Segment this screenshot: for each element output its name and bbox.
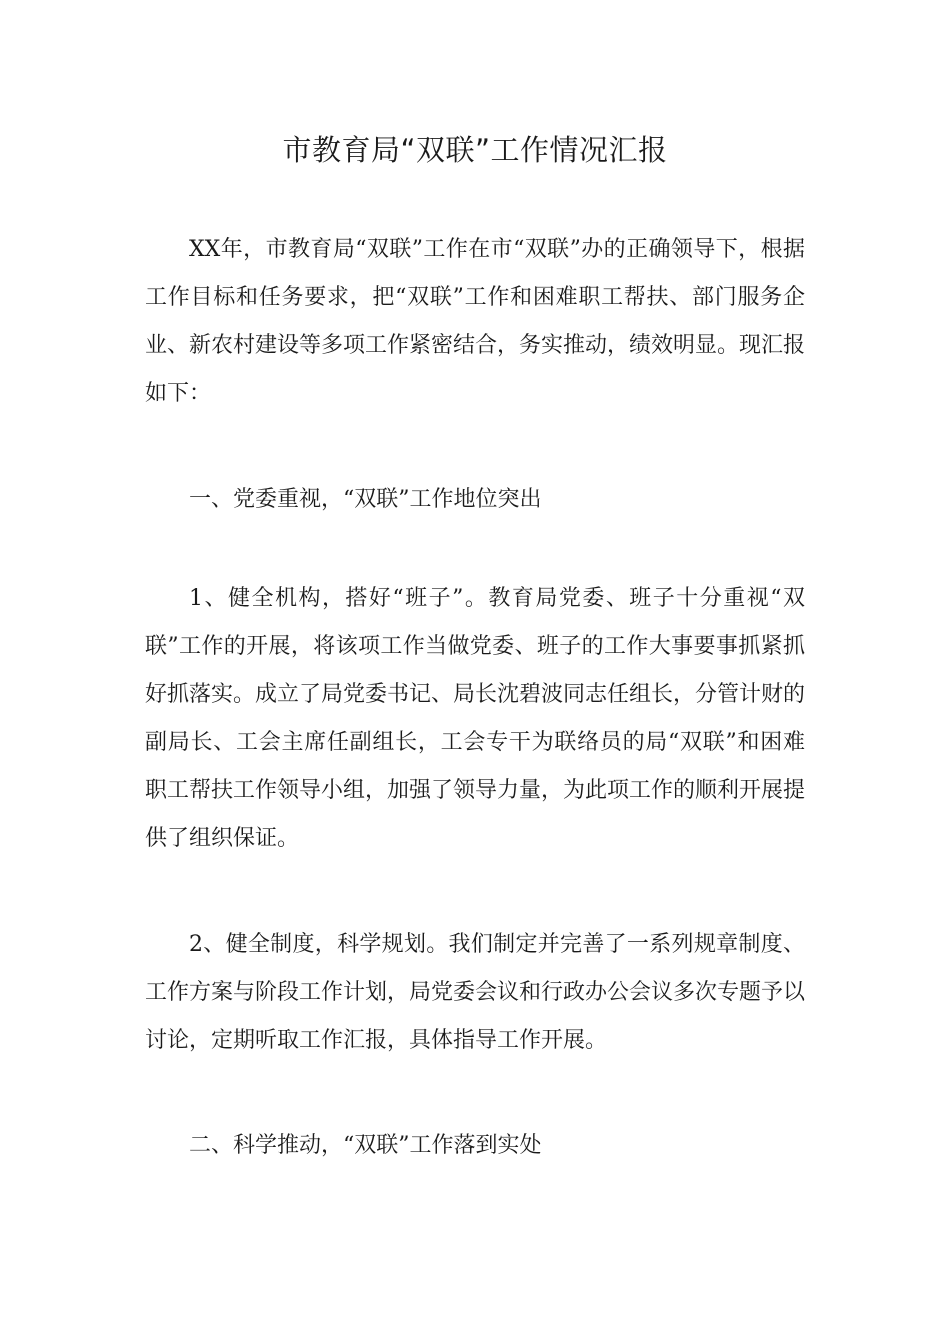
document-title: 市教育局“双联”工作情况汇报 — [282, 133, 668, 167]
section-2-heading: 二、科学推动，“双联”工作落到实处 — [189, 1133, 542, 1158]
item-2-paragraph: 2、健全制度，科学规划。我们制定并完善了一系列规章制度、工作方案与阶段工作计划，局党委会议和行政办公会议多次专题予以讨论，定期听取工作汇报，具体指导工作开展。 — [145, 932, 806, 1053]
item-1-paragraph: 1、健全机构，搭好“班子”。教育局党委、班子十分重视“双联”工作的开展，将该项工作当做党委、班子的工作大事要事抓紧抓好抓落实。成立了局党委书记、局长沈碧波同志任组长，分管计财的副局长、工会主席任副组长，工会专干为联络员的局“双联”和困难职工帮扶工作领导小组，加强了领导力量，为此项工作的顺利开展提供了组织保证。 — [145, 586, 806, 851]
section-1-heading: 一、党委重视，“双联”工作地位突出 — [189, 487, 542, 512]
intro-paragraph: XX年，市教育局“双联”工作在市“双联”办的正确领导下，根据工作目标和任务要求，把“双联”工作和困难职工帮扶、部门服务企业、新农村建设等多项工作紧密结合，务实推动，绩效明显。现汇报如下： — [145, 237, 806, 406]
